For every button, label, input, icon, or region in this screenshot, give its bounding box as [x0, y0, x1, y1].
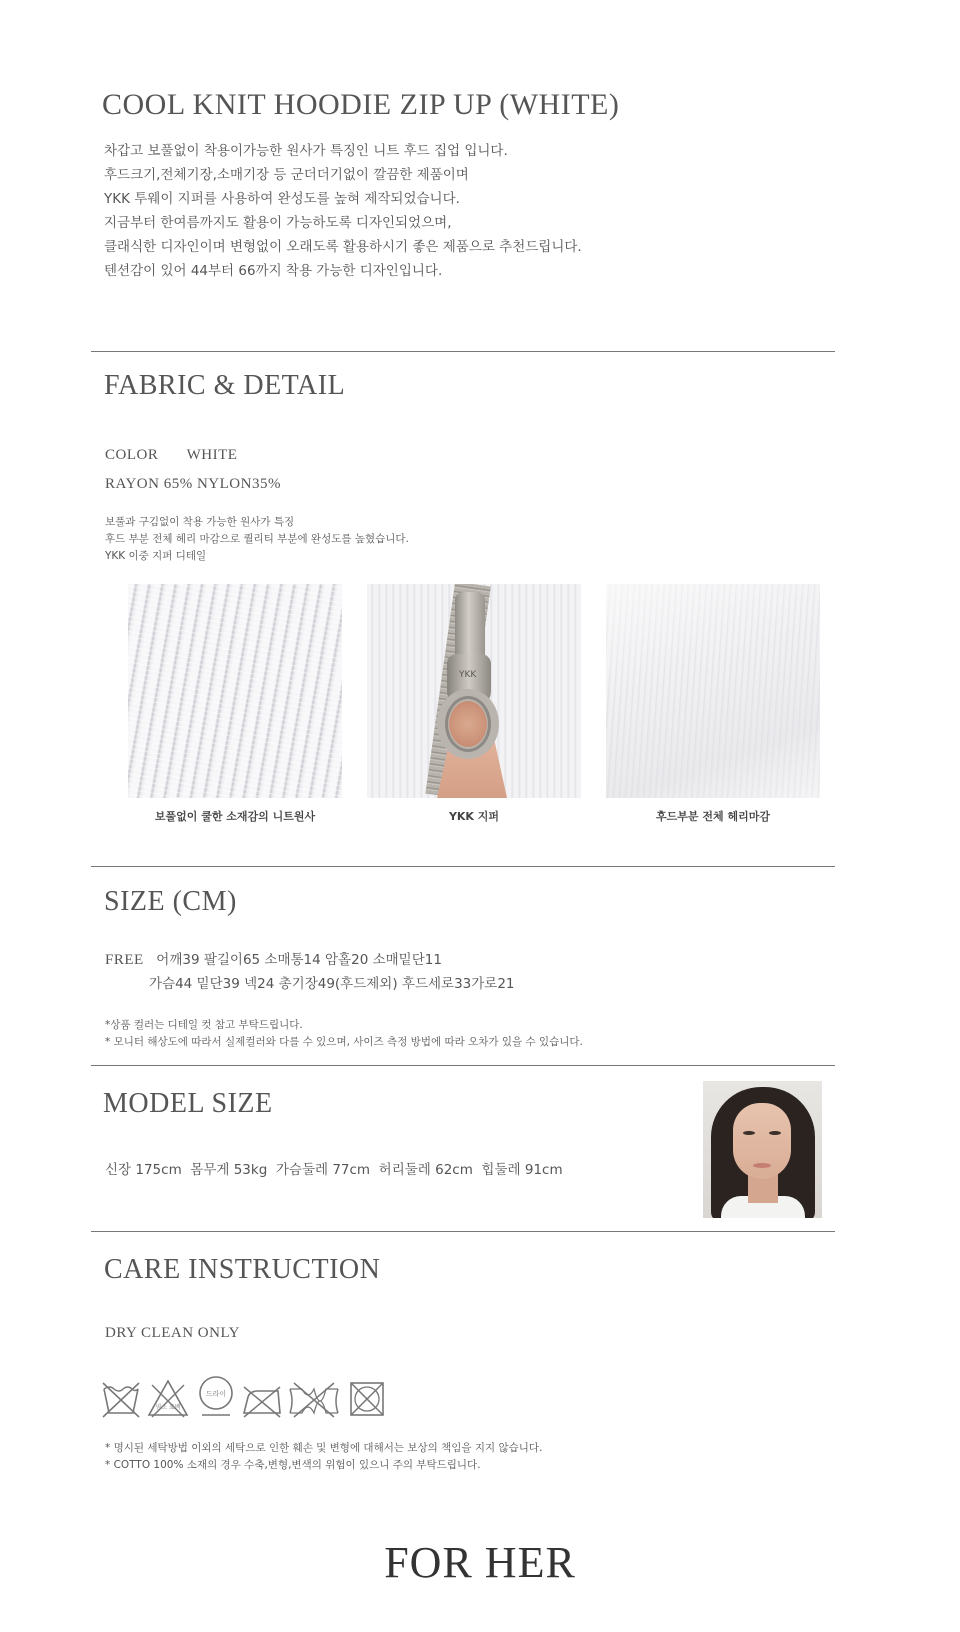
description-line: 후드크기,전체기장,소매기장 등 군더더기없이 깔끔한 제품이며: [104, 167, 469, 183]
model-section-title: MODEL SIZE: [103, 1088, 273, 1119]
size-measurements-1: 어깨39 팔길이65 소매통14 암홀20 소매밑단11: [156, 952, 442, 968]
model-eye: [743, 1131, 755, 1135]
bleach-label: 염소 표백: [155, 1404, 181, 1411]
care-icons: [100, 1375, 390, 1423]
detail-caption: 보풀없이 쿨한 소재감의 니트원사: [154, 810, 316, 823]
description-line: YKK 투웨이 지퍼를 사용하여 완성도를 높혀 제작되었습니다.: [104, 191, 460, 207]
fabric-note: 보풀과 구김없이 착용 가능한 원사가 특징: [105, 516, 295, 528]
description-line: 텐션감이 있어 44부터 66까지 착용 가능한 디자인입니다.: [104, 263, 443, 279]
model-eye: [769, 1131, 781, 1135]
color-label: COLOR: [105, 447, 159, 463]
fabric-composition: RAYON 65% NYLON35%: [105, 476, 281, 492]
zipper-ring-inner: [445, 696, 491, 752]
model-measurements: 신장 175cm 몸무게 53kg 가슴둘레 77cm 허리둘레 62cm 힙둘레 91cm: [105, 1162, 563, 1178]
knit-texture-image: [128, 584, 342, 798]
rib-finish-image: [606, 584, 820, 798]
color-value: WHITE: [186, 447, 238, 463]
product-title: COOL KNIT HOODIE ZIP UP (WHITE): [102, 88, 620, 121]
care-section-title: CARE INSTRUCTION: [104, 1254, 381, 1285]
care-note: * 명시된 세탁방법 이외의 세탁으로 인한 훼손 및 변형에 대해서는 보상의 책임을 지지 않습니다.: [105, 1442, 543, 1454]
model-lip: [753, 1163, 771, 1168]
description-line: 지금부터 한여름까지도 활용이 가능하도록 디자인되었으며,: [104, 215, 452, 231]
size-note: * 모니터 해상도에 따라서 실제컬러와 다를 수 있으며, 사이즈 측정 방법에 따라 오차가 있을 수 있습니다.: [105, 1036, 583, 1048]
section-divider: [91, 1231, 835, 1232]
no-iron-icon: [240, 1375, 284, 1421]
no-wash-icon: [100, 1375, 142, 1421]
no-bleach-icon: [146, 1375, 190, 1421]
zipper-mark: YKK: [459, 670, 477, 680]
care-notes: [105, 1440, 542, 1474]
ykk-zipper-image: [367, 584, 581, 798]
no-dry-icon: [346, 1375, 388, 1421]
description-line: 클래식한 디자인이며 변형없이 오래도록 활용하시기 좋은 제품으로 추천드립니다.: [104, 239, 582, 255]
detail-caption: 후드부분 전체 헤리마감: [656, 810, 770, 823]
care-note: * COTTO 100% 소재의 경우 수축,변형,변색의 위험이 있으니 주의 부탁드립니다.: [105, 1459, 481, 1471]
fabric-notes: [105, 514, 409, 565]
model-photo: [703, 1081, 822, 1218]
size-label: FREE: [105, 952, 144, 968]
product-description: [104, 139, 582, 283]
detail-caption: YKK 지퍼: [448, 810, 500, 823]
size-measurements-2: 가슴44 밑단39 넥24 총기장49(후드제외) 후드세로33가로21: [149, 976, 515, 992]
fabric-note: YKK 이중 지퍼 디테일: [105, 550, 207, 562]
size-row-1: [105, 948, 442, 972]
size-notes: [105, 1017, 583, 1051]
no-tumble-dry-icon: [286, 1375, 342, 1421]
dry-clean-icon: [194, 1375, 238, 1421]
section-divider: [91, 1065, 835, 1066]
size-section-title: SIZE (CM): [104, 886, 237, 917]
description-line: 차갑고 보풀없이 착용이가능한 원사가 특징인 니트 후드 집업 입니다.: [104, 143, 508, 159]
section-divider: [91, 866, 835, 867]
fabric-note: 후드 부분 전체 헤리 마감으로 퀄리티 부분에 완성도를 높혔습니다.: [105, 533, 409, 545]
fabric-section-title: FABRIC & DETAIL: [104, 370, 346, 401]
color-row: [105, 447, 237, 464]
care-method: DRY CLEAN ONLY: [105, 1325, 240, 1341]
size-note: *상품 컬러는 디테일 컷 참고 부탁드립니다.: [105, 1019, 303, 1031]
brand-logo: FOR HER: [384, 1538, 576, 1587]
dry-label: 드라이: [205, 1390, 227, 1398]
section-divider: [91, 351, 835, 352]
